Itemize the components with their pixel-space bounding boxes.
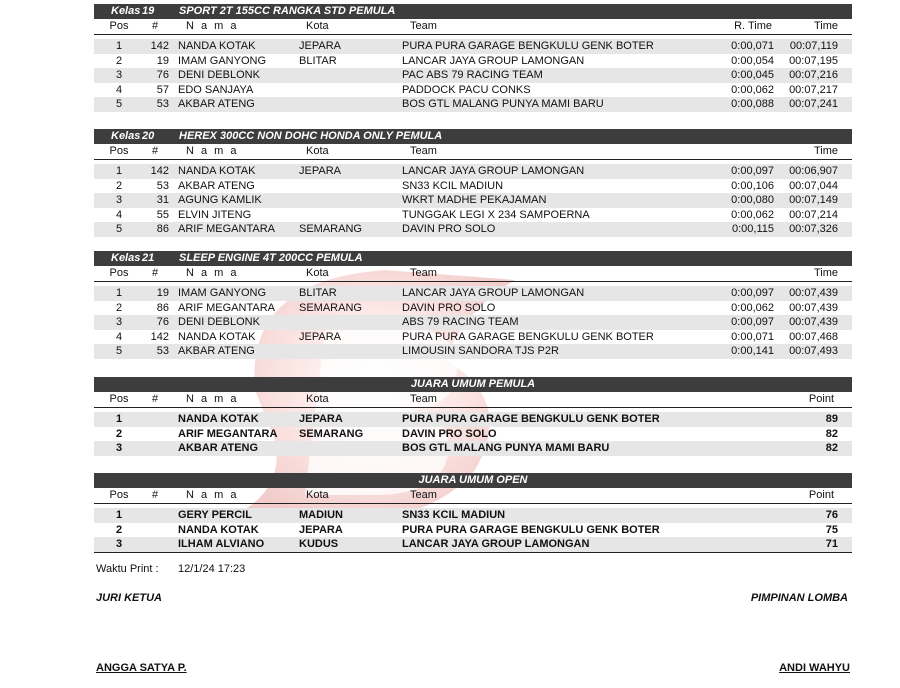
pimpinan-lomba-name: ANDI WAHYU [779, 662, 850, 674]
cell-kota: SEMARANG [299, 301, 362, 314]
cell-pos: 1 [115, 287, 123, 299]
cell-nama: NANDA KOTAK [178, 330, 256, 343]
cell-pos: 5 [115, 345, 123, 357]
cell-team: SN33 KCIL MADIUN [402, 179, 504, 192]
cell-nama: AKBAR ATENG [178, 98, 255, 110]
cell-team: WKRT MADHE PEKAJAMAN [402, 194, 547, 206]
cell-rtime: 0:00,115 [731, 223, 774, 235]
cell-rtime: 0:00,071 [731, 330, 774, 343]
cell-kota: MADIUN [299, 509, 343, 521]
cell-pos: 1 [115, 413, 123, 425]
col-nama: N a m a [186, 267, 239, 279]
cell-rtime: 0:00,062 [731, 301, 774, 314]
kelas-19-section [94, 4, 852, 112]
cell-nama: ELVIN JITENG [178, 208, 252, 221]
cell-team: SN33 KCIL MADIUN [402, 509, 506, 521]
cell-team: LANCAR JAYA GROUP LAMONGAN [402, 165, 585, 177]
standings-title-bar [94, 473, 852, 488]
cell-nama: ILHAM ALVIANO [178, 538, 265, 550]
cell-pos: 4 [115, 83, 123, 96]
cell-nama: NANDA KOTAK [178, 523, 259, 536]
col-pos: Pos [109, 145, 129, 157]
table-row [94, 193, 852, 208]
cell-nama: AKBAR ATENG [178, 345, 255, 357]
print-time-value: 12/1/24 17:23 [178, 563, 246, 575]
juri-ketua-label: JURI KETUA [96, 592, 163, 604]
cell-team: PADDOCK PACU CONKS [402, 83, 531, 96]
cell-kota: SEMARANG [299, 223, 362, 235]
table-row [94, 301, 852, 316]
cell-team: LIMOUSIN SANDORA TJS P2R [402, 345, 559, 357]
table-row [94, 39, 852, 54]
cell-nama: NANDA KOTAK [178, 165, 256, 177]
col-num: # [151, 267, 159, 279]
cell-num: 53 [156, 98, 169, 110]
cell-pos: 1 [115, 509, 123, 521]
cell-rtime: 0:00,141 [731, 345, 774, 357]
col-pos: Pos [109, 489, 129, 501]
cell-pos: 5 [115, 98, 123, 110]
column-header [94, 19, 852, 35]
table-row [94, 523, 852, 538]
cell-kota: JEPARA [299, 523, 343, 536]
cell-pos: 3 [115, 316, 123, 328]
col-team: Team [410, 267, 437, 279]
cell-nama: EDO SANJAYA [178, 83, 254, 96]
cell-team: ABS 79 RACING TEAM [402, 316, 519, 328]
cell-rtime: 0:00,062 [731, 208, 774, 221]
cell-pos: 3 [115, 194, 123, 206]
kelas-number: 20 [142, 130, 155, 142]
cell-time: 00:07,217 [789, 83, 838, 96]
cell-num: 142 [150, 330, 169, 343]
cell-time: 00:07,216 [789, 69, 838, 81]
kelas-label: Kelas [111, 130, 141, 142]
cell-team: PURA PURA GARAGE BENGKULU GENK BOTER [402, 413, 660, 425]
cell-rtime: 0:00,054 [731, 54, 774, 67]
cell-time: 00:07,044 [789, 179, 838, 192]
col-kota: Kota [306, 145, 329, 157]
col-num: # [151, 145, 159, 157]
col-team: Team [410, 145, 437, 157]
cell-pos: 3 [115, 69, 123, 81]
cell-pos: 2 [115, 301, 123, 314]
table-row [94, 508, 852, 523]
cell-nama: DENI DEBLONK [178, 316, 260, 328]
cell-rtime: 0:00,088 [731, 98, 774, 110]
pimpinan-lomba-label: PIMPINAN LOMBA [750, 592, 848, 604]
col-point: Point [808, 489, 834, 501]
cell-time: 00:07,195 [789, 54, 838, 67]
cell-nama: DENI DEBLONK [178, 69, 260, 81]
cell-rtime: 0:00,045 [731, 69, 774, 81]
cell-team: PURA PURA GARAGE BENGKULU GENK BOTER [402, 523, 660, 536]
cell-pos: 3 [115, 442, 123, 454]
cell-pos: 1 [115, 40, 123, 52]
kelas-title: HEREX 300CC NON DOHC HONDA ONLY PEMULA [179, 130, 443, 142]
col-point: Point [808, 393, 834, 405]
cell-nama: AGUNG KAMLIK [178, 194, 262, 206]
col-kota: Kota [306, 393, 329, 405]
table-row [94, 208, 852, 223]
col-team: Team [410, 393, 437, 405]
table-row [94, 179, 852, 194]
column-header [94, 266, 852, 282]
cell-rtime: 0:00,071 [731, 40, 774, 52]
col-nama: N a m a [186, 393, 239, 405]
cell-rtime: 0:00,080 [731, 194, 774, 206]
cell-num: 76 [156, 69, 169, 81]
table-row [94, 97, 852, 112]
kelas-title: SPORT 2T 155CC RANGKA STD PEMULA [179, 5, 396, 17]
print-time-label: Waktu Print : [96, 563, 159, 575]
col-team: Team [410, 20, 437, 32]
cell-time: 00:06,907 [789, 165, 838, 177]
cell-kota: JEPARA [299, 330, 341, 343]
table-row [94, 427, 852, 442]
juara-umum-pemula-section [94, 377, 852, 456]
table-row [94, 286, 852, 301]
cell-nama: ARIF MEGANTARA [178, 427, 278, 440]
table-row [94, 83, 852, 98]
col-num: # [151, 489, 159, 501]
cell-rtime: 0:00,097 [731, 287, 774, 299]
cell-pos: 2 [115, 54, 123, 67]
standings-title: JUARA UMUM OPEN [418, 474, 528, 486]
cell-rtime: 0:00,097 [731, 165, 774, 177]
cell-time: 00:07,119 [789, 40, 838, 52]
kelas-number: 21 [142, 252, 155, 264]
table-row [94, 315, 852, 330]
cell-pos: 2 [115, 523, 123, 536]
cell-kota: JEPARA [299, 413, 343, 425]
table-row [94, 68, 852, 83]
col-num: # [151, 20, 159, 32]
cell-time: 00:07,439 [789, 316, 838, 328]
cell-point: 89 [825, 413, 838, 425]
cell-point: 71 [825, 538, 838, 550]
juri-ketua-name: ANGGA SATYA P. [96, 662, 187, 674]
column-header [94, 392, 852, 408]
col-rtime: R. Time [734, 20, 772, 32]
col-pos: Pos [109, 20, 129, 32]
cell-num: 76 [156, 316, 169, 328]
cell-nama: ARIF MEGANTARA [178, 223, 275, 235]
kelas-title-bar [94, 251, 852, 266]
cell-kota: KUDUS [299, 538, 339, 550]
cell-rtime: 0:00,106 [731, 179, 774, 192]
col-kota: Kota [306, 267, 329, 279]
col-pos: Pos [109, 393, 129, 405]
cell-team: LANCAR JAYA GROUP LAMONGAN [402, 54, 585, 67]
cell-nama: NANDA KOTAK [178, 40, 256, 52]
cell-time: 00:07,439 [789, 301, 838, 314]
cell-num: 31 [156, 194, 169, 206]
cell-team: PAC ABS 79 RACING TEAM [402, 69, 543, 81]
column-header [94, 488, 852, 504]
table-row [94, 412, 852, 427]
kelas-number: 19 [142, 5, 155, 17]
cell-pos: 2 [115, 179, 123, 192]
kelas-title: SLEEP ENGINE 4T 200CC PEMULA [179, 252, 363, 264]
cell-team: BOS GTL MALANG PUNYA MAMI BARU [402, 442, 610, 454]
kelas-label: Kelas [111, 5, 141, 17]
cell-kota: JEPARA [299, 165, 341, 177]
col-time: Time [813, 145, 838, 157]
cell-pos: 4 [115, 330, 123, 343]
kelas-20-section [94, 129, 852, 237]
col-team: Team [410, 489, 437, 501]
cell-nama: IMAM GANYONG [178, 54, 267, 67]
cell-team: BOS GTL MALANG PUNYA MAMI BARU [402, 98, 604, 110]
cell-nama: AKBAR ATENG [178, 179, 255, 192]
cell-num: 86 [156, 301, 169, 314]
cell-pos: 3 [115, 538, 123, 550]
cell-time: 00:07,214 [789, 208, 838, 221]
cell-point: 76 [825, 509, 838, 521]
cell-kota: BLITAR [299, 287, 337, 299]
table-row [94, 537, 852, 553]
col-pos: Pos [109, 267, 129, 279]
table-row [94, 54, 852, 69]
cell-team: LANCAR JAYA GROUP LAMONGAN [402, 287, 585, 299]
cell-nama: NANDA KOTAK [178, 413, 259, 425]
cell-pos: 2 [115, 427, 123, 440]
col-kota: Kota [306, 20, 329, 32]
col-nama: N a m a [186, 145, 239, 157]
cell-time: 00:07,493 [789, 345, 838, 357]
col-time: Time [813, 20, 838, 32]
kelas-label: Kelas [111, 252, 141, 264]
juara-umum-open-section [94, 473, 852, 553]
cell-time: 00:07,439 [789, 287, 838, 299]
cell-rtime: 0:00,097 [731, 316, 774, 328]
cell-num: 142 [150, 165, 169, 177]
kelas-title-bar [94, 4, 852, 19]
cell-time: 00:07,326 [789, 223, 838, 235]
cell-num: 19 [156, 54, 169, 67]
column-header [94, 144, 852, 160]
table-row [94, 222, 852, 237]
cell-time: 00:07,468 [789, 330, 838, 343]
cell-pos: 1 [115, 165, 123, 177]
kelas-21-section [94, 251, 852, 359]
cell-team: DAVIN PRO SOLO [402, 301, 496, 314]
cell-num: 142 [150, 40, 169, 52]
cell-point: 82 [825, 442, 838, 454]
cell-nama: AKBAR ATENG [178, 442, 259, 454]
cell-team: DAVIN PRO SOLO [402, 223, 496, 235]
cell-team: PURA PURA GARAGE BENGKULU GENK BOTER [402, 40, 654, 52]
standings-title-bar [94, 377, 852, 392]
cell-point: 75 [825, 523, 838, 536]
cell-kota: SEMARANG [299, 427, 364, 440]
col-nama: N a m a [186, 489, 239, 501]
table-row [94, 164, 852, 179]
cell-kota: JEPARA [299, 40, 341, 52]
cell-pos: 5 [115, 223, 123, 235]
cell-team: TUNGGAK LEGI X 234 SAMPOERNA [402, 208, 590, 221]
cell-nama: GERY PERCIL [178, 509, 252, 521]
cell-time: 00:07,241 [789, 98, 838, 110]
cell-team: LANCAR JAYA GROUP LAMONGAN [402, 538, 590, 550]
cell-num: 86 [156, 223, 169, 235]
col-kota: Kota [306, 489, 329, 501]
kelas-title-bar [94, 129, 852, 144]
cell-num: 53 [156, 345, 169, 357]
cell-num: 53 [156, 179, 169, 192]
cell-num: 55 [156, 208, 169, 221]
cell-num: 57 [156, 83, 169, 96]
cell-rtime: 0:00,062 [731, 83, 774, 96]
col-num: # [151, 393, 159, 405]
standings-title: JUARA UMUM PEMULA [410, 378, 536, 390]
cell-kota: BLITAR [299, 54, 337, 67]
table-row [94, 441, 852, 456]
cell-num: 19 [156, 287, 169, 299]
table-row [94, 330, 852, 345]
cell-pos: 4 [115, 208, 123, 221]
cell-nama: ARIF MEGANTARA [178, 301, 275, 314]
col-nama: N a m a [186, 20, 239, 32]
cell-team: PURA PURA GARAGE BENGKULU GENK BOTER [402, 330, 654, 343]
table-row [94, 344, 852, 359]
cell-point: 82 [825, 427, 838, 440]
cell-team: DAVIN PRO SOLO [402, 427, 497, 440]
cell-nama: IMAM GANYONG [178, 287, 267, 299]
col-time: Time [813, 267, 838, 279]
cell-time: 00:07,149 [789, 194, 838, 206]
